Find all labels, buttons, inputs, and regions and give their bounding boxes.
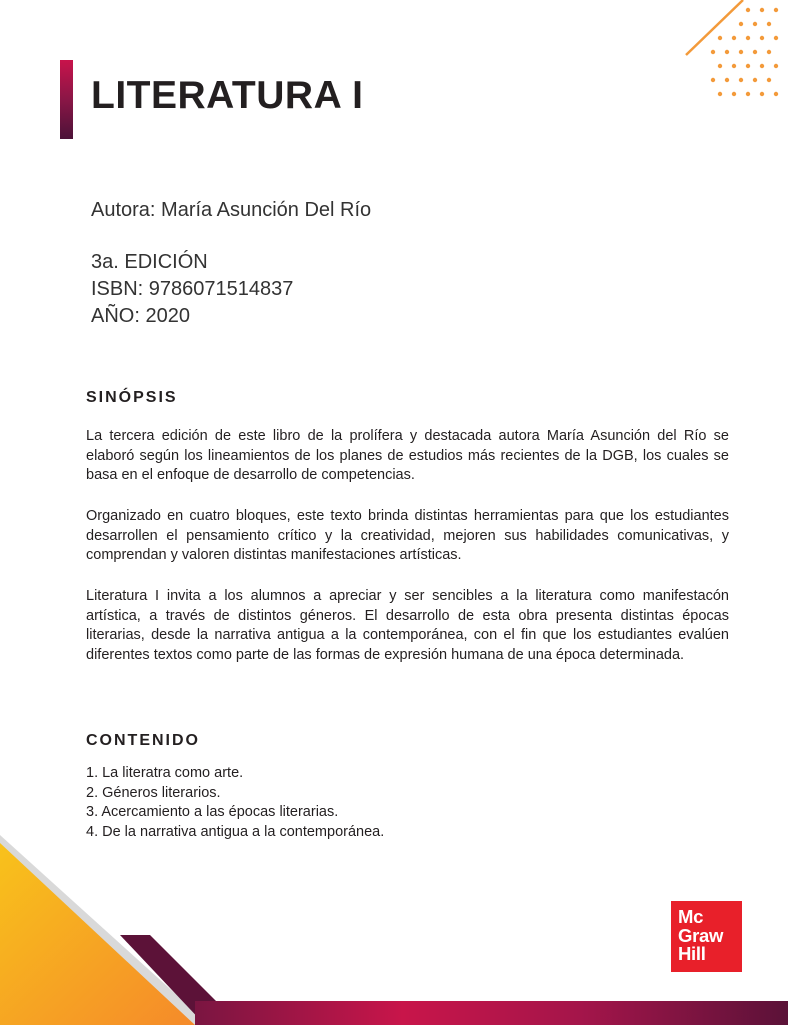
year: AÑO: 2020: [91, 305, 190, 327]
decorative-dot: [718, 92, 722, 96]
synopsis-paragraph-2: Organizado en cuatro bloques, este texto brinda distintas herramientas para que los estudiantes desarrollen el pensamiento crítico y la creatividad, mejoren sus habilidades comunicativas, y comprendan y valoren distintas manifestaciones artísticas.: [86, 508, 729, 563]
decorative-dot: [767, 50, 771, 54]
decorative-dot: [732, 64, 736, 68]
contents-item: 2. Géneros literarios.: [86, 784, 221, 801]
decorative-dot: [739, 22, 743, 26]
decorative-dot: [760, 36, 764, 40]
decorative-dot: [746, 8, 750, 12]
decorative-dot: [774, 92, 778, 96]
edition: 3a. EDICIÓN: [91, 251, 208, 273]
isbn: ISBN: 9786071514837: [91, 278, 294, 300]
author: Autora: María Asunción Del Río: [91, 199, 372, 221]
logo-line: Hill: [678, 943, 706, 964]
contents-item: 3. Acercamiento a las épocas literarias.: [86, 804, 339, 820]
logo-line: Mc: [678, 906, 704, 927]
decorative-dot: [746, 36, 750, 40]
decorative-dot: [774, 8, 778, 12]
logo-line: Graw: [678, 924, 724, 946]
contents-item: 4. De la narrativa antigua a la contemporánea.: [86, 823, 385, 840]
decorative-dot: [753, 50, 757, 54]
decorative-dot: [746, 92, 750, 96]
decorative-dot: [753, 22, 757, 26]
page-title: LITERATURA I: [91, 74, 364, 117]
decorative-dot: [774, 36, 778, 40]
dots-decoration: [678, 0, 788, 115]
decorative-dot: [711, 78, 715, 82]
decorative-dot: [711, 50, 715, 54]
decorative-dot: [725, 78, 729, 82]
mcgraw-hill-logo: [671, 901, 742, 972]
bottom-gradient-bar: [195, 1001, 788, 1025]
corner-triangles-decoration: [0, 825, 240, 1025]
decorative-dot: [732, 92, 736, 96]
synopsis-paragraph-3: Literatura I invita a los alumnos a apreciar y ser sencibles a la literatura como manifestacón artística, a través de distintos géneros. El desarrollo de esta obra presenta distintas épocas literarias, desde la narrativa antigua a la contemporánea, con el fin que los estudiantes evalúen diferentes textos como parte de las formas de expresión humana de una época determinada.: [86, 588, 729, 663]
decorative-dot: [767, 22, 771, 26]
title-accent-bar: [60, 60, 73, 139]
synopsis-paragraph-1: La tercera edición de este libro de la prolífera y destacada autora María Asunción del Río se elaboró según los lineamientos de los planes de estudios más recientes de la DGB, los cuales se basa en el enfoque de desarrollo de competencias.: [86, 428, 729, 483]
decorative-dot: [760, 92, 764, 96]
decorative-dot: [753, 78, 757, 82]
decorative-dot: [718, 36, 722, 40]
decorative-dot: [760, 64, 764, 68]
decorative-dot: [746, 64, 750, 68]
contents-item: 1. La literatra como arte.: [86, 765, 244, 781]
decorative-dot: [739, 78, 743, 82]
synopsis-heading: SINÓPSIS: [86, 389, 178, 406]
decorative-dot: [732, 36, 736, 40]
decorative-dot: [725, 50, 729, 54]
decorative-dot: [767, 78, 771, 82]
decorative-dot: [774, 64, 778, 68]
decorative-dot: [739, 50, 743, 54]
decorative-dot: [760, 8, 764, 12]
contents-heading: CONTENIDO: [86, 732, 200, 749]
decorative-dot: [718, 64, 722, 68]
